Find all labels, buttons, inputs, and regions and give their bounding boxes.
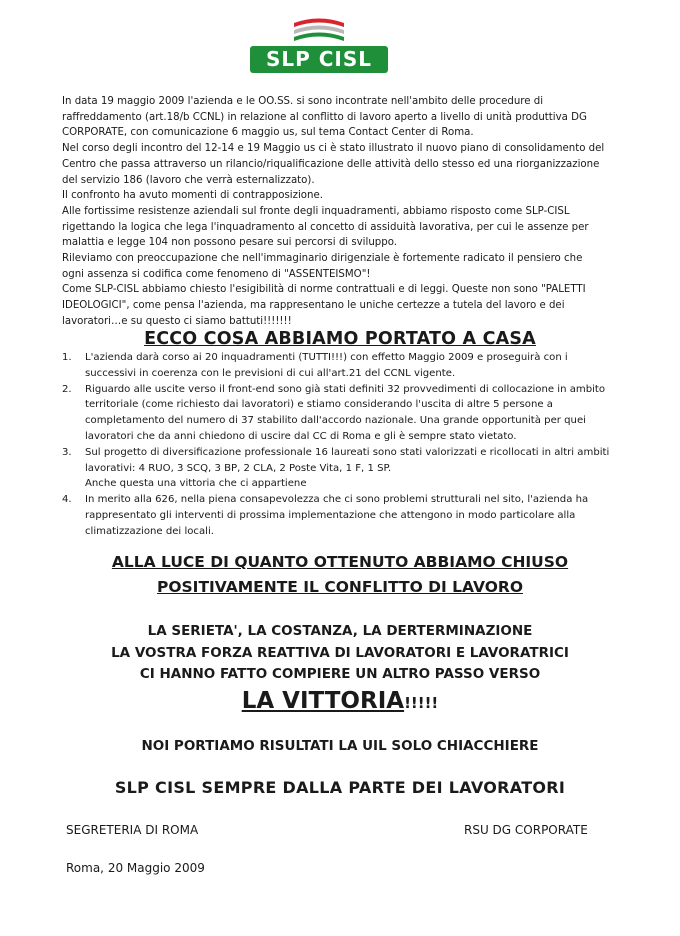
item-extra: Anche questa una vittoria che ci appartiene (85, 478, 307, 490)
conclusion-line-1: ALLA LUCE DI QUANTO OTTENUTO ABBIAMO CHIUSO (111, 553, 569, 571)
victory-exclaim: !!!!! (404, 694, 439, 712)
victory-heading (0, 688, 680, 714)
section-title: ECCO COSA ABBIAMO PORTATO A CASA (144, 329, 536, 349)
paragraph: Rileviamo con preoccupazione che nell'immaginario dirigenziale è fortemente radicato il pensiero che ogni assenza si codifica come fenomeno di "ASSENTEISMO"! (62, 253, 583, 280)
list-item (62, 350, 610, 382)
paragraph: Alle fortissime resistenze aziendali sul fronte degli inquadramenti, abbiamo risposto come SLP-CISL rigettando la logica che lega l'inquadramento al concetto di assiduità lavorativa, per cui le assenze per malattia e legge 104 non possono pesare sui percorsi di sviluppo. (62, 205, 589, 249)
list-item (62, 492, 610, 539)
paragraph: Il confronto ha avuto momenti di contrapposizione. (62, 190, 323, 202)
item-text: Sul progetto di diversificazione professionale 16 laureati sono stati valorizzati e ricollocati in altri ambiti lavorativi: 4 RUO, 3 SCQ, 3 BP, 2 CLA, 2 Poste Vita, 1 F, 1 SP. (85, 446, 610, 474)
item-number: 4. (62, 494, 72, 506)
item-number: 3. (62, 446, 72, 458)
list-item (62, 445, 610, 492)
slp-cisl-logo (250, 14, 388, 74)
conclusion-line-2: POSITIVAMENTE IL CONFLITTO DI LAVORO (156, 578, 524, 596)
results-line: NOI PORTIAMO RISULTATI LA UIL SOLO CHIACCHIERE (141, 738, 539, 754)
item-number: 2. (62, 383, 72, 395)
results-list (62, 350, 610, 540)
item-number: 1. (62, 352, 72, 363)
logo-text: SLP CISL (250, 46, 388, 73)
message-line-3: CI HANNO FATTO COMPIERE UN ALTRO PASSO VERSO (139, 666, 541, 682)
item-text: Riguardo alle uscite verso il front-end sono già stati definiti 32 provvedimenti di collocazione in ambito territoriale (come richiesto dai lavoratori) e stiamo considerando l'uscita di altre 5 persone a completamento del numero di 37 stabilito dall'accordo nazionale. Una grande opportunità per quei lavoratori che da anni chiedono di uscire dal CC di Roma e gli è sempre stato vietato. (85, 383, 606, 442)
paragraph: In data 19 maggio 2009 l'azienda e le OO.SS. si sono incontrate nell'ambito delle procedure di raffreddamento (art.18/b CCNL) in relazione al conflitto di lavoro aperto a livello di unità produttiva DG CORPORATE, con comunicazione 6 maggio us, sul tema Contact Center di Roma. (62, 96, 587, 139)
intro-paragraphs (62, 94, 606, 330)
signature-right: RSU DG CORPORATE (464, 823, 588, 837)
item-text: In merito alla 626, nella piena consapevolezza che ci sono problemi strutturali nel sito, l'azienda ha rappresentato gli interventi di prossima implementazione che attengono in modo particolare alla climatizzazione dei locali. (85, 494, 589, 537)
list-item (62, 382, 610, 445)
place-date: Roma, 20 Maggio 2009 (66, 861, 205, 875)
motto: SLP CISL SEMPRE DALLA PARTE DEI LAVORATORI (114, 778, 566, 797)
message-line-2: LA VOSTRA FORZA REATTIVA DI LAVORATORI E LAVORATRICI (111, 645, 569, 661)
paragraph: Nel corso degli incontro del 12-14 e 19 Maggio us ci è stato illustrato il nuovo piano di consolidamento del Centro che passa attraverso un rilancio/riqualificazione delle attività dello stesso ed una riorganizzazione del servizio 186 (lavoro che verrà esternalizzato). (62, 143, 605, 186)
signature-left: SEGRETERIA DI ROMA (66, 823, 199, 837)
message-line-1: LA SERIETA', LA COSTANZA, LA DERTERMINAZIONE (147, 623, 533, 639)
flag-icon (250, 14, 388, 46)
paragraph: Come SLP-CISL abbiamo chiesto l'esigibilità di norme contrattuali e di leggi. Queste non sono "PALETTI IDEOLOGICI", come pensa l'azienda, ma rappresentano le uniche certezze a tutela del lavoro e dei lavoratori…e su questo ci siamo battuti!!!!!!! (62, 284, 586, 327)
item-text: L'azienda darà corso ai 20 inquadramenti (TUTTI!!!) con effetto Maggio 2009 e proseguirà con i successivi in coerenza con le previsioni di cui all'art.21 del CCNL vigente. (85, 352, 568, 379)
victory-text: LA VITTORIA (241, 688, 405, 714)
